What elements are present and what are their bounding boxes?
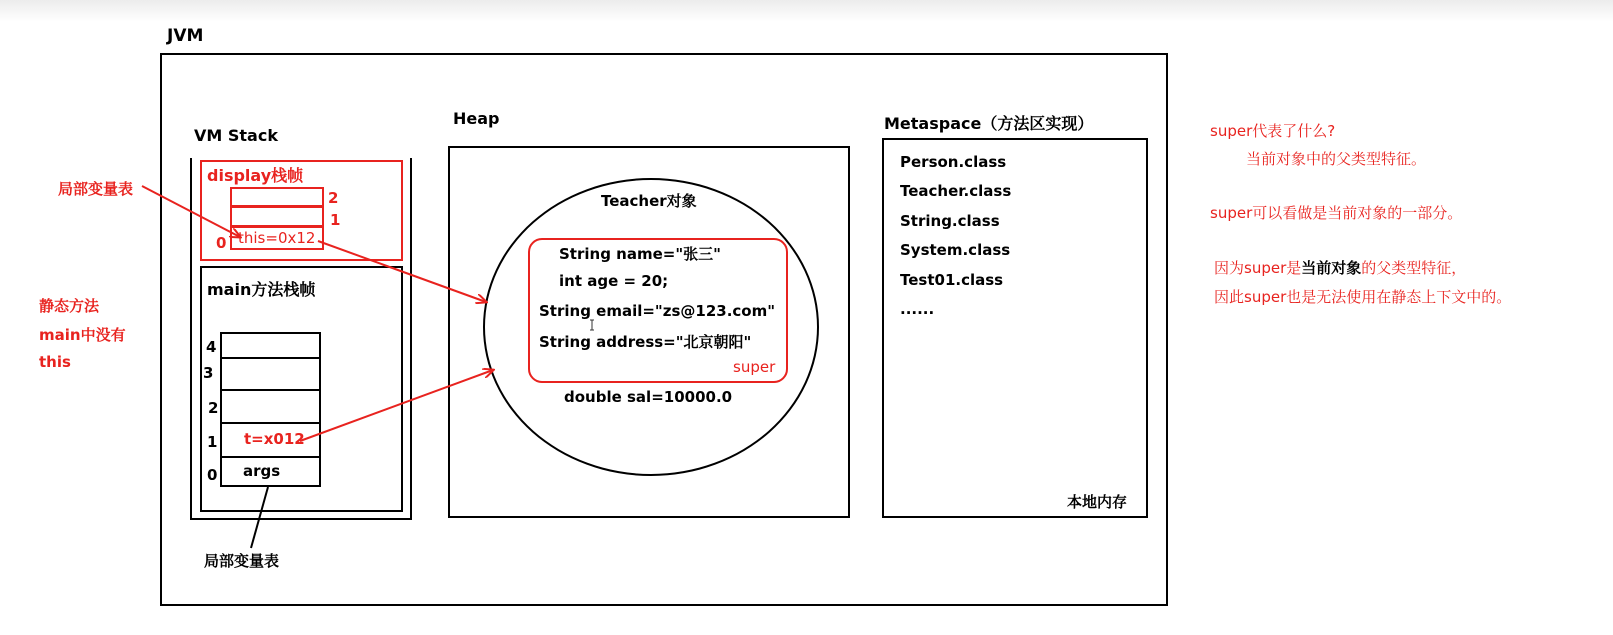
local-var-table-note: 局部变量表: [58, 180, 134, 198]
note-reason-line2: 因此super也是无法使用在静态上下文中的。: [1214, 288, 1512, 306]
heap-title: Heap: [453, 109, 500, 128]
teacher-object-title: Teacher对象: [601, 192, 697, 210]
class-entry: Teacher.class: [900, 182, 1012, 200]
class-entry: ......: [900, 300, 935, 318]
t-cell: t=x012: [244, 430, 305, 448]
main-slot-index: 4: [206, 338, 217, 356]
class-entry: Person.class: [900, 153, 1007, 171]
this-cell: this=0x12: [238, 229, 316, 247]
note-question: super代表了什么?: [1210, 122, 1336, 140]
metaspace-title: Metaspace（方法区实现）: [884, 114, 1094, 133]
jvm-title: JVM: [167, 26, 204, 46]
static-note-line: 静态方法: [39, 297, 100, 315]
native-memory-label: 本地内存: [1067, 493, 1128, 511]
note-answer: 当前对象中的父类型特征。: [1246, 150, 1427, 168]
note-reason-bold: 当前对象: [1301, 259, 1362, 277]
static-note-line: this: [39, 353, 71, 371]
local-var-table-label: 局部变量表: [204, 552, 280, 570]
super-label: super: [733, 358, 776, 376]
pointer-local-var-table: [251, 487, 268, 548]
main-slot-index: 3: [203, 364, 214, 382]
arrow-local-var-table: [142, 186, 240, 237]
args-cell: args: [243, 462, 281, 480]
super-field: String email="zs@123.com": [539, 302, 776, 320]
note-super-part: super可以看做是当前对象的一部分。: [1210, 204, 1463, 222]
arrow-t-ref: [300, 370, 493, 441]
arrow-this-ref: [318, 241, 486, 302]
display-frame-title: display栈帧: [207, 166, 304, 185]
class-entry: String.class: [900, 212, 1000, 230]
main-slot-index: 0: [207, 466, 218, 484]
display-slot-index: 2: [328, 189, 339, 207]
text-cursor-icon: [590, 320, 594, 330]
own-field: double sal=10000.0: [564, 388, 733, 406]
super-field: String address="北京朝阳": [539, 333, 752, 351]
main-slot-index: 2: [208, 399, 219, 417]
display-slot-index: 0: [216, 234, 227, 252]
super-field: int age = 20;: [559, 272, 669, 290]
static-note-line: main中没有: [39, 326, 126, 344]
main-frame-title: main方法栈帧: [207, 280, 316, 299]
note-reason-prefix: 因为super是: [1214, 259, 1302, 277]
vm-stack-title: VM Stack: [194, 126, 278, 145]
display-slot-index: 1: [330, 211, 341, 229]
super-field: String name="张三": [559, 245, 721, 263]
class-entry: System.class: [900, 241, 1011, 259]
note-reason-suffix: 的父类型特征，: [1361, 259, 1467, 277]
class-entry: Test01.class: [900, 271, 1004, 289]
main-slot-index: 1: [207, 433, 218, 451]
